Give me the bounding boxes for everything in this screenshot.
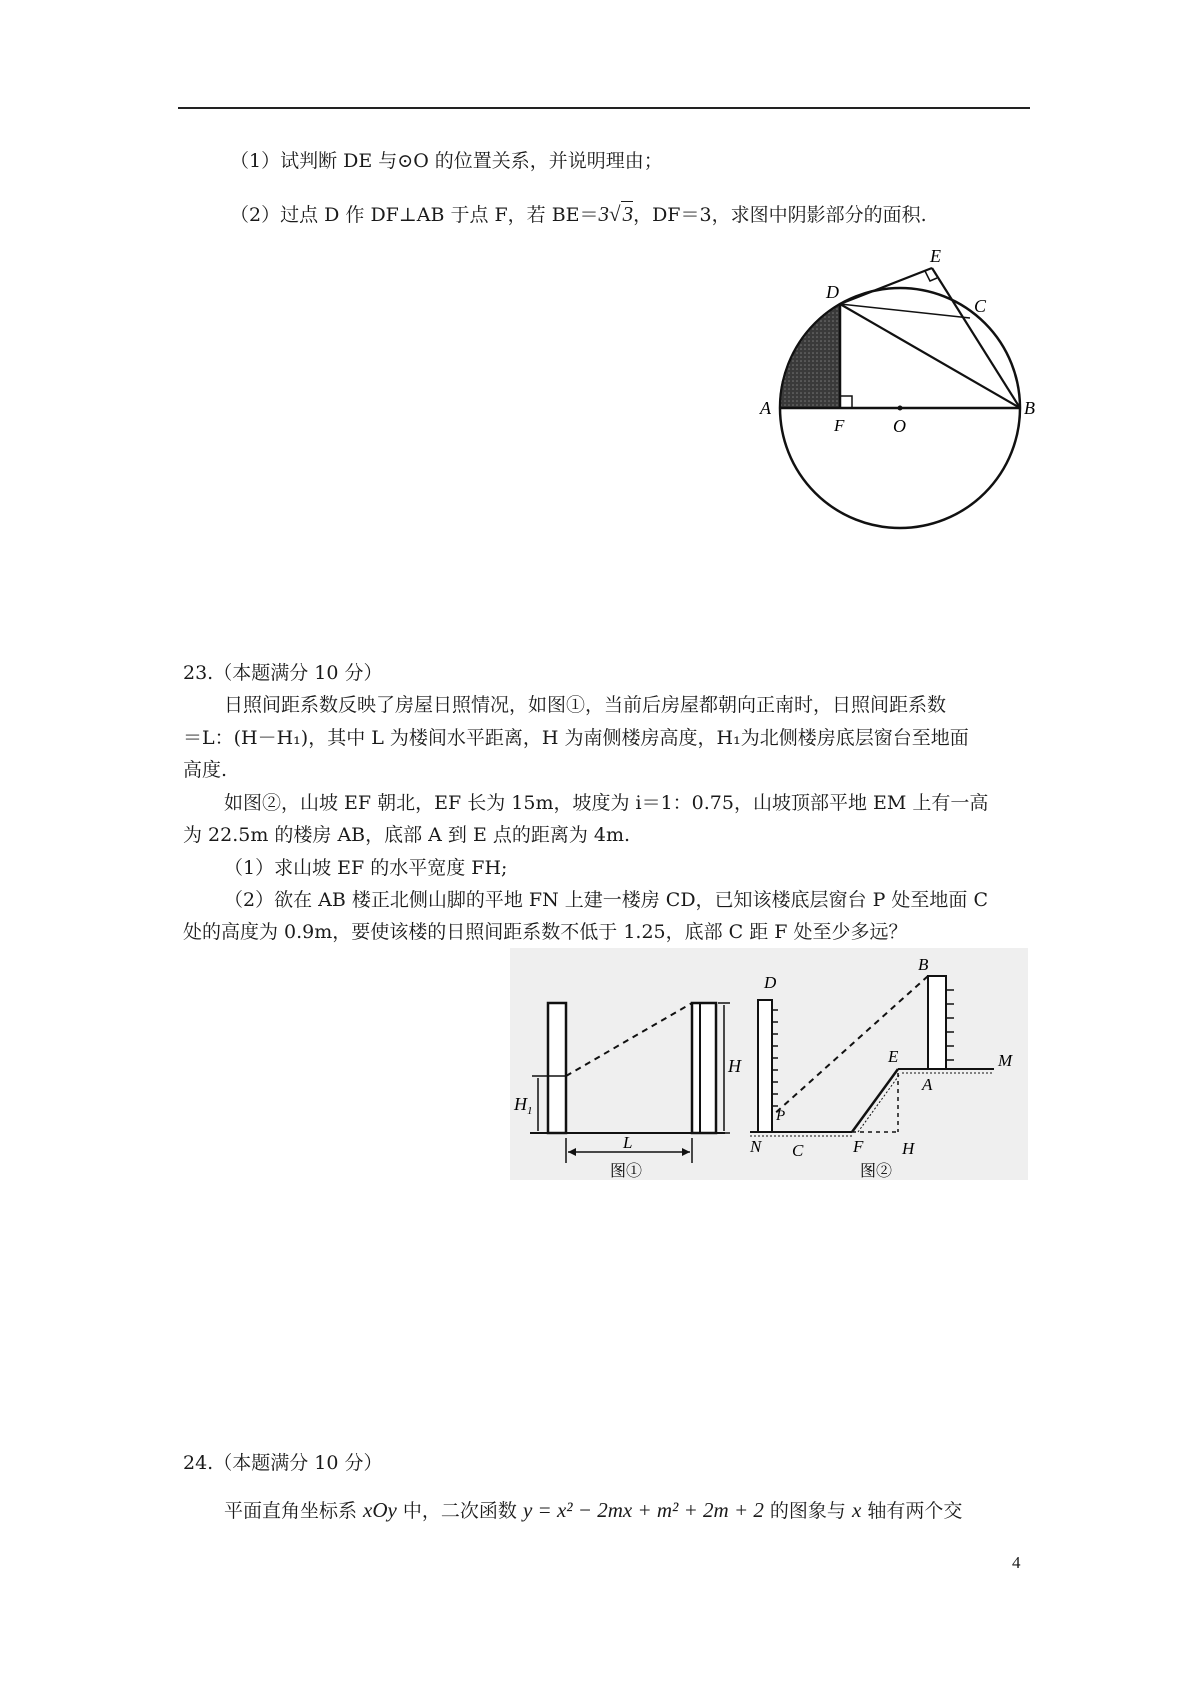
page-number: 4 (1012, 1553, 1021, 1572)
building-ab (928, 976, 946, 1069)
q24-text-d: 轴有两个交 (861, 1500, 963, 1522)
label-d2: D (764, 973, 777, 992)
q23-p2-line2: 为 22.5m 的楼房 AB，底部 A 到 E 点的距离为 4m. (183, 824, 631, 846)
label-e: E (930, 246, 941, 266)
q22-part2-text-a: （2）过点 D 作 DF⊥AB 于点 F，若 BE＝ (230, 204, 599, 226)
center-dot (898, 406, 903, 411)
segment-de (840, 268, 932, 304)
q23-p1-line2: ＝L：(H－H₁)，其中 L 为楼间水平距离，H 为南侧楼房高度，H₁为北侧楼房底层窗台至地面 (183, 727, 969, 749)
right-angle-f (840, 396, 852, 408)
header-rule (178, 107, 1030, 109)
shaded-region (780, 304, 840, 408)
label-e2: E (888, 1047, 899, 1066)
q24-text-c: 的图象与 (763, 1500, 852, 1522)
q24-x-var: x (851, 1498, 862, 1522)
label-f2: F (853, 1137, 864, 1156)
segment-db (840, 304, 1020, 408)
q23-sub2-line2: 处的高度为 0.9m，要使该楼的日照间距系数不低于 1.25，底部 C 距 F 处至少多远？ (183, 921, 908, 943)
caption-fig2: 图② (860, 1163, 893, 1180)
label-n2: N (750, 1137, 762, 1156)
label-h: H (728, 1056, 741, 1076)
label-m2: M (998, 1051, 1013, 1070)
q22-part2-text-b: ，DF＝3，求图中阴影部分的面积. (633, 204, 927, 226)
label-f: F (834, 416, 845, 435)
q23-p1-line1: 日照间距系数反映了房屋日照情况，如图①，当前后房屋都朝向正南时，日照间距系数 (224, 694, 947, 716)
label-h2: H (902, 1139, 915, 1158)
q22-be-radical: √3 (609, 202, 634, 226)
q22-be-coefficient: 3 (598, 202, 610, 226)
q23-figure (510, 948, 1028, 1180)
segment-eb (932, 268, 1020, 408)
q22-part1: （1）试判断 DE 与⊙O 的位置关系，并说明理由； (230, 150, 663, 172)
north-building (548, 1003, 566, 1133)
label-o: O (893, 416, 906, 436)
q22-part2 (230, 201, 927, 228)
label-c: C (974, 296, 987, 316)
q23-sub1: （1）求山坡 EF 的水平宽度 FH; (224, 857, 508, 879)
q22-figure (760, 246, 1040, 518)
label-c2: C (792, 1141, 804, 1160)
label-h1: $H_1$ (514, 1094, 533, 1117)
caption-fig1: 图① (610, 1163, 643, 1180)
q24-text-b: 中，二次函数 (396, 1500, 523, 1522)
label-p2: P (776, 1108, 786, 1124)
q24-header: 24.（本题满分 10 分） (183, 1452, 383, 1474)
label-b2: B (918, 955, 929, 974)
q23-p2-line1: 如图②，山坡 EF 朝北，EF 长为 15m，坡度为 i＝1：0.75，山坡顶部平地 EM 上有一高 (224, 792, 989, 814)
q23-sub2-line1: （2）欲在 AB 楼正北侧山脚的平地 FN 上建一楼房 CD，已知该楼底层窗台 P 处至地面 C (224, 889, 988, 911)
q23-header: 23.（本题满分 10 分） (183, 662, 383, 684)
south-building (692, 1003, 716, 1133)
q24-formula: y = x² − 2mx + m² + 2m + 2 (522, 1498, 764, 1522)
label-b: B (1024, 398, 1035, 418)
label-a: A (760, 398, 771, 418)
q22-be-radicand: 3 (622, 202, 634, 226)
label-a2: A (922, 1075, 933, 1094)
label-d: D (826, 282, 839, 302)
q24-text (224, 1497, 962, 1524)
q23-p1-line3: 高度. (183, 759, 228, 781)
label-l: L (623, 1133, 633, 1152)
q24-coord-system: xOy (363, 1498, 397, 1522)
building-cd (758, 1000, 772, 1132)
q24-text-a: 平面直角坐标系 (224, 1500, 364, 1522)
